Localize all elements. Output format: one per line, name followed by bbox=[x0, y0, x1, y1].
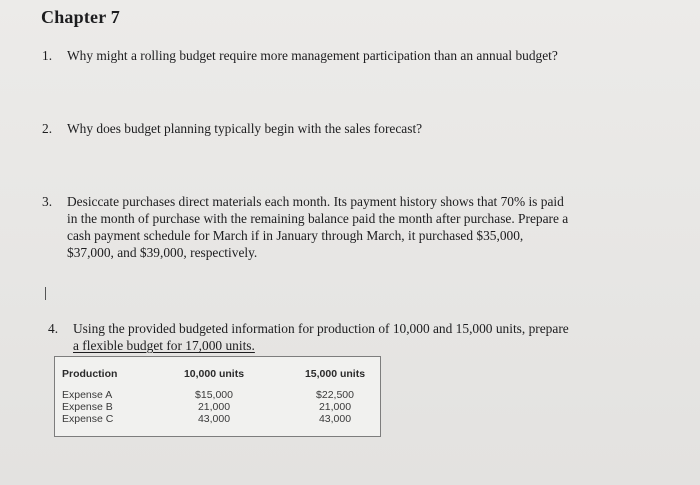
question-number: 1. bbox=[42, 48, 53, 63]
cell-value: 21,000 bbox=[318, 401, 352, 413]
budget-table bbox=[54, 356, 381, 437]
chapter-title: Chapter 7 bbox=[41, 7, 120, 27]
cell-value: 21,000 bbox=[197, 401, 231, 413]
row-label: Expense A bbox=[62, 389, 113, 401]
table-header-10000: 10,000 units bbox=[183, 368, 245, 380]
question-line: a flexible budget for 17,000 units. bbox=[73, 338, 255, 353]
question-number: 2. bbox=[42, 121, 53, 136]
question-number: 4. bbox=[48, 321, 59, 336]
question-text bbox=[67, 193, 667, 261]
question-line: cash payment schedule for March if in January through March, it purchased $35,000, bbox=[67, 228, 524, 243]
question-line: in the month of purchase with the remaining balance paid the month after purchase. Prepare a bbox=[67, 211, 569, 226]
table-header-production: Production bbox=[62, 368, 118, 380]
question-line: Desiccate purchases direct materials each month. Its payment history shows that 70% is paid bbox=[67, 194, 564, 209]
question-text: Why might a rolling budget require more management participation than an annual budget? bbox=[67, 48, 558, 63]
row-label: Expense B bbox=[62, 401, 113, 413]
cell-value: 43,000 bbox=[197, 413, 231, 425]
question-number: 3. bbox=[42, 194, 53, 209]
table-header-15000: 15,000 units bbox=[304, 368, 366, 380]
question-text bbox=[73, 320, 673, 354]
cell-value: $15,000 bbox=[195, 389, 233, 401]
cell-value: $22,500 bbox=[316, 389, 354, 401]
question-text: Why does budget planning typically begin with the sales forecast? bbox=[67, 121, 423, 136]
row-label: Expense C bbox=[62, 413, 114, 425]
question-line: $37,000, and $39,000, respectively. bbox=[67, 245, 258, 260]
cell-value: 43,000 bbox=[318, 413, 352, 425]
question-line: Using the provided budgeted information for production of 10,000 and 15,000 units, prepare bbox=[73, 321, 569, 336]
text-cursor bbox=[45, 287, 46, 300]
